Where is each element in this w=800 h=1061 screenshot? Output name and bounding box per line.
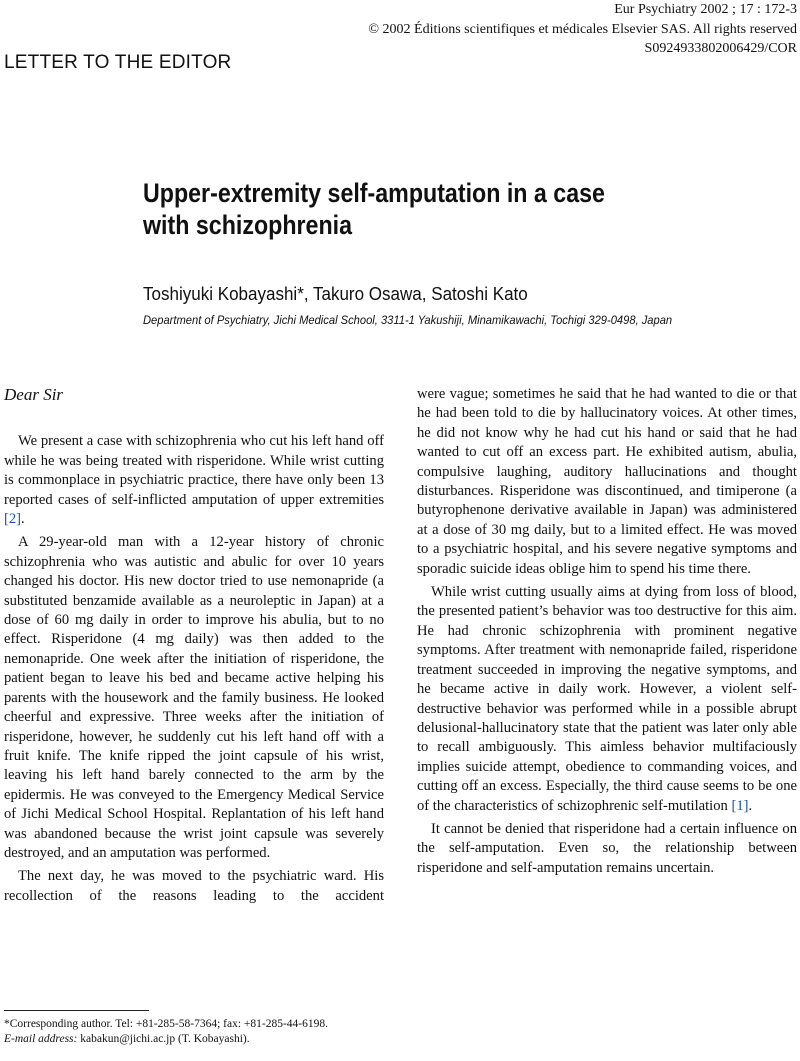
salutation: Dear Sir (4, 385, 64, 404)
paragraph-intro-text: We present a case with schizophrenia who cut his left hand off while he was being treated with risperidone. While wrist cutting is commonplace in psychiatric practice, there have only been 13 reported cases of self-inflicted amputation of upper extremities (4, 433, 384, 508)
journal-citation: Eur Psychiatry 2002 ; 17 : 172-3 (614, 2, 797, 17)
article-title: Upper-extremity self-amputation in a case with schizophrenia (143, 178, 605, 240)
paragraph-next-day-continued: were vague; sometimes he said that he had wanted to die or that he had been told to die by hallucinatory voices. At other times, he did not know why he had cut his hand or said that he had wanted to cut off an excess part. He exhibited autism, abulia, compulsive laughing, auditory hallucinations and thought disturbances. Risperidone was discontinued, and timiperone (a butyrophenone derivative available in Japan) was administered at a dose of 30 mg daily, but to a limited effect. He was moved to a psychiatric hospital, and his severe negative symptoms and sporadic suicide ideas oblige him to spend his time there. (417, 386, 797, 577)
paragraph-case-history: A 29-year-old man with a 12-year history of chronic schizophrenia who was autistic and abulic for over 10 years changed his doctor. His new doctor tried to use nemonapride (a substituted benzamide available as a neuroleptic in Japan) at a dose of 60 mg daily in order to improve his abulia, but to no effect. Risperidone (4 mg daily) was then added to the nemonapride. One week after the initiation of risperidone, the patient began to leave his bed and became active helping his parents with the housework and the family business. He looked cheerful and expressive. Three weeks after the initiation of risperidone, however, he suddenly cut his left hand off with a fruit knife. The knife ripped the joint capsule of his wrist, leaving his left hand barely connected to the arm by the epidermis. He was conveyed to the Emergency Medical Service of Jichi Medical School Hospital. Replantation of his left hand was abandoned because the wrist joint capsule was severely destroyed, and an amputation was performed. (4, 534, 384, 861)
body-column-left (4, 385, 384, 910)
author-affiliation: Department of Psychiatry, Jichi Medical School, 3311-1 Yakushiji, Minamikawachi, Tochigi 329-0498, Japan (143, 313, 673, 327)
copyright-line: © 2002 Éditions scientifiques et médicales Elsevier SAS. All rights reserved (368, 21, 797, 37)
paragraph-discussion-end: . (748, 797, 753, 814)
paragraph-conclusion: It cannot be denied that risperidone had a certain influence on the self-amputation. Even so, the relationship between risperidone and self-amputation remains uncertain. (417, 820, 797, 876)
email-note (4, 1032, 328, 1047)
section-label: LETTER TO THE EDITOR (4, 52, 232, 73)
citation-link-2[interactable]: [2] (4, 511, 22, 528)
body-column-right (417, 385, 797, 882)
paragraph-next-day: The next day, he was moved to the psychiatric ward. His recollection of the reasons leading to the accident (4, 868, 384, 904)
footnotes (4, 1017, 328, 1047)
paragraph-intro (4, 432, 384, 529)
paragraph-intro-end: . (21, 511, 25, 528)
paragraph-discussion-text: While wrist cutting usually aims at dying from loss of blood, the presented patient’s behavior was too destructive for this aim. He had chronic schizophrenia with prominent negative symptoms. After treatment with nemonapride failed, risperidone treatment succeeded in improving the negative symptoms, and he became active in daily work. However, a violent self-destructive behavior was performed while in a possible abrupt delusional-hallucinatory state that the patient was later only able to recall ambiguously. This aimless behavior multifaciously implies suicide attempt, obedience to commanding voices, and cutting off an excess. Especially, the third cause seems to be one of the characteristics of schizophrenic self-mutilation (417, 584, 797, 814)
email-address[interactable]: kabakun@jichi.ac.jp (T. Kobayashi). (80, 1033, 250, 1045)
paragraph-discussion (417, 583, 797, 816)
pii-code: S0924933802006429/COR (644, 41, 797, 56)
corresponding-author-note: *Corresponding author. Tel: +81-285-58-7364; fax: +81-285-44-6198. (4, 1018, 329, 1030)
citation-link-1[interactable]: [1] (731, 797, 749, 814)
footnote-divider (4, 1010, 149, 1011)
journal-meta (368, 0, 797, 59)
email-label: E-mail address: (4, 1033, 78, 1045)
author-list: Toshiyuki Kobayashi*, Takuro Osawa, Satoshi Kato (143, 283, 528, 304)
